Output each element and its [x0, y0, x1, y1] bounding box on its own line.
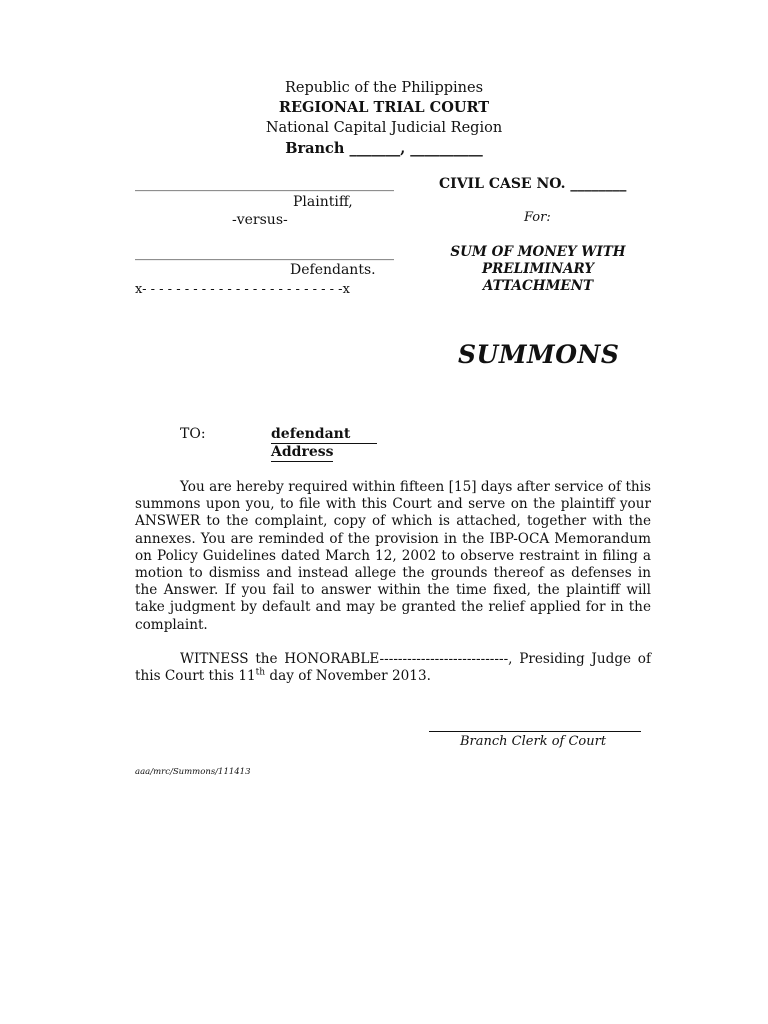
witness-paragraph: [135, 651, 651, 685]
witness-text-start: WITNESS the HONORABLE----------------------------, Presiding Judge of this Court this 11: [135, 651, 651, 685]
plaintiff-label: Plaintiff,: [293, 194, 353, 210]
witness-ordinal-suffix: th: [255, 667, 266, 678]
signature-line: [429, 731, 641, 732]
republic-line: Republic of the Philippines: [284, 80, 484, 96]
defendant-name: defendant: [271, 426, 351, 442]
address-underline: [271, 461, 333, 462]
nature-of-action: SUM OF MONEY WITH PRELIMINARY ATTACHMENT: [450, 244, 626, 294]
defendants-blank-line: _____________________________________: [135, 245, 394, 261]
branch-line: Branch _______, __________: [285, 140, 483, 157]
to-label: TO:: [180, 426, 206, 442]
witness-text-end: day of November 2013.: [265, 668, 431, 685]
defendant-address: Address: [271, 444, 334, 460]
clerk-signature-label: Branch Clerk of Court: [460, 734, 607, 749]
plaintiff-blank-line: _____________________________________: [135, 176, 394, 192]
summons-paragraph: [135, 479, 651, 634]
court-name: REGIONAL TRIAL COURT: [278, 99, 490, 116]
defendants-label: Defendants.: [290, 262, 376, 278]
judicial-region: National Capital Judicial Region: [265, 120, 503, 136]
caption-divider: x- - - - - - - - - - - - - - - - - - - - - - - -x: [135, 282, 350, 297]
versus-label: -versus-: [232, 212, 288, 228]
document-reference-code: aaa/mrc/Summons/111413: [135, 767, 251, 777]
summons-paragraph-text: You are hereby required within fifteen [15] days after service of this summons upon you, to file with this Court and serve on the plaintiff your ANSWER to the complaint, copy of which is attached, together with the annexes. You are reminded of the provision in the IBP-OCA Memorandum on Policy Guidelines dated March 12, 2002 to observe restraint in filing a motion to dismiss and instead allege the grounds thereof as defenses in the Answer. If you fail to answer within the time fixed, the plaintiff will take judgment by default and may be granted the relief applied for in the complaint.: [135, 479, 651, 633]
for-label: For:: [524, 210, 551, 225]
civil-case-number: CIVIL CASE NO. ________: [439, 176, 627, 192]
document-title: SUMMONS: [458, 340, 620, 369]
